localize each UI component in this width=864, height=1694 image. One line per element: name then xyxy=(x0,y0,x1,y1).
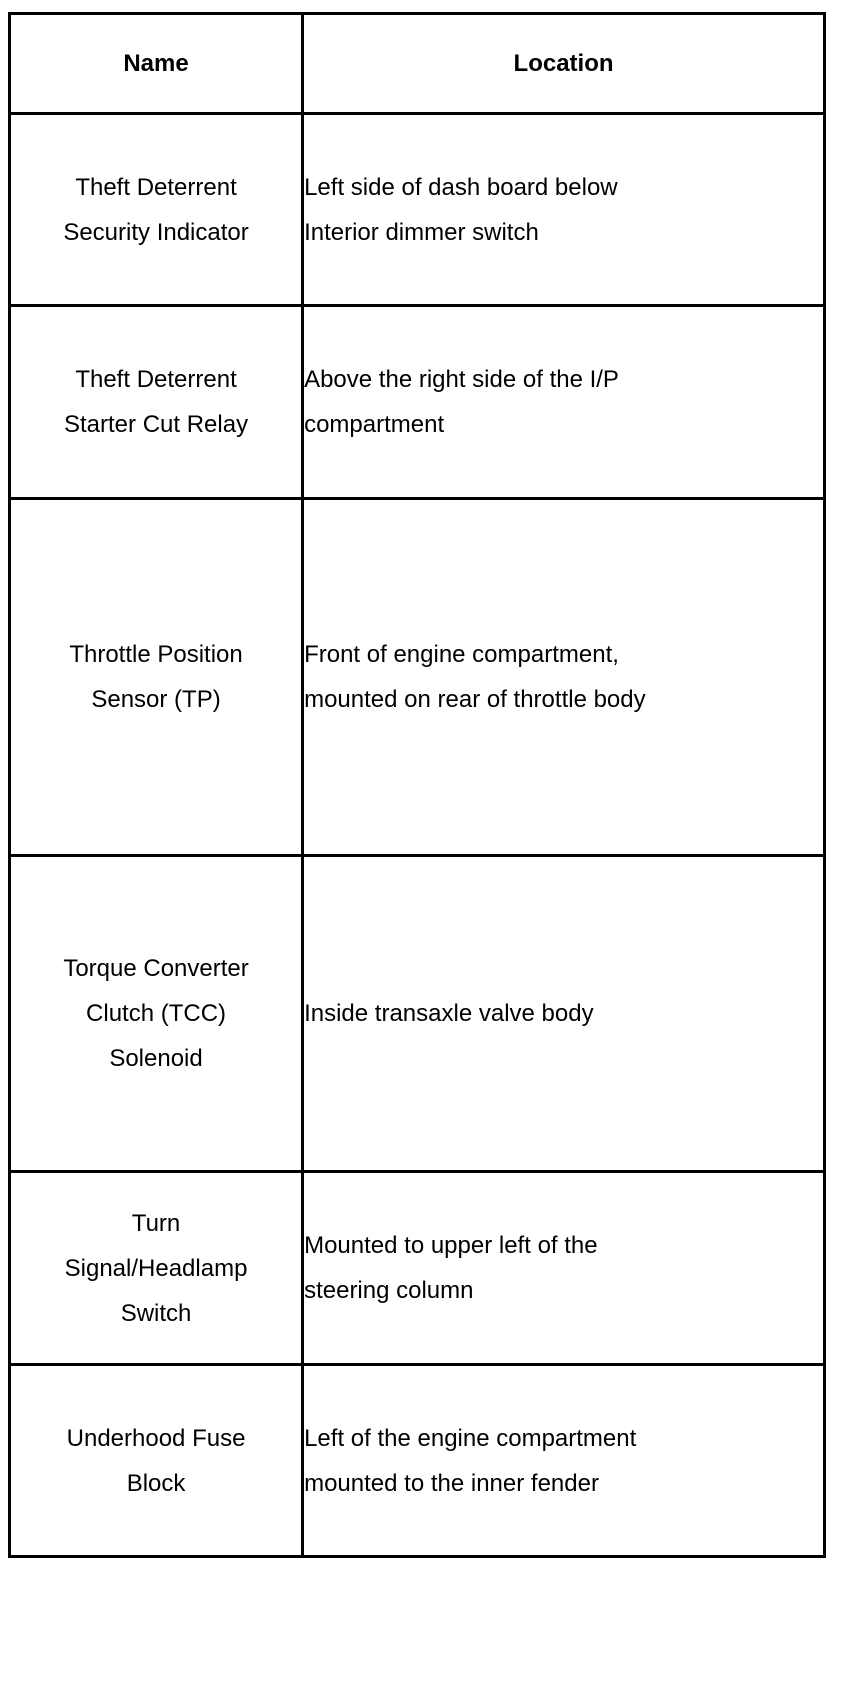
component-name: Throttle Position Sensor (TP) xyxy=(69,641,243,713)
component-location-table xyxy=(8,12,826,1558)
header-name: Name xyxy=(10,14,303,114)
component-location-cell xyxy=(303,1172,825,1365)
table-row xyxy=(10,499,825,856)
component-name-cell xyxy=(10,499,303,856)
table-row xyxy=(10,114,825,306)
component-name-cell xyxy=(10,856,303,1172)
component-name: Theft Deterrent Starter Cut Relay xyxy=(64,366,249,438)
component-location: Front of engine compartment, mounted on rear of throttle body xyxy=(304,641,646,713)
component-name: Torque Converter Clutch (TCC) Solenoid xyxy=(63,955,249,1072)
component-location-cell xyxy=(303,856,825,1172)
component-name-cell xyxy=(10,114,303,306)
component-location: Inside transaxle valve body xyxy=(304,1000,594,1027)
component-location: Left of the engine compartment mounted to the inner fender xyxy=(304,1424,637,1497)
table-row xyxy=(10,1172,825,1365)
component-location-cell xyxy=(303,114,825,306)
header-location: Location xyxy=(303,14,825,114)
component-name: Turn Signal/Headlamp Switch xyxy=(64,1209,248,1327)
component-location: Mounted to upper left of the steering column xyxy=(304,1232,598,1304)
component-location: Above the right side of the I/P compartment xyxy=(304,366,619,438)
component-name: Underhood Fuse Block xyxy=(66,1424,246,1497)
component-location: Left side of dash board below Interior dimmer switch xyxy=(304,173,618,246)
table-row xyxy=(10,856,825,1172)
component-name: Theft Deterrent Security Indicator xyxy=(63,173,249,246)
table-row xyxy=(10,1365,825,1557)
component-location-cell xyxy=(303,499,825,856)
component-name-cell xyxy=(10,1365,303,1557)
component-name-cell xyxy=(10,306,303,499)
component-name-cell xyxy=(10,1172,303,1365)
table-row xyxy=(10,306,825,499)
component-location-cell xyxy=(303,1365,825,1557)
header-row xyxy=(10,14,825,114)
component-location-cell xyxy=(303,306,825,499)
